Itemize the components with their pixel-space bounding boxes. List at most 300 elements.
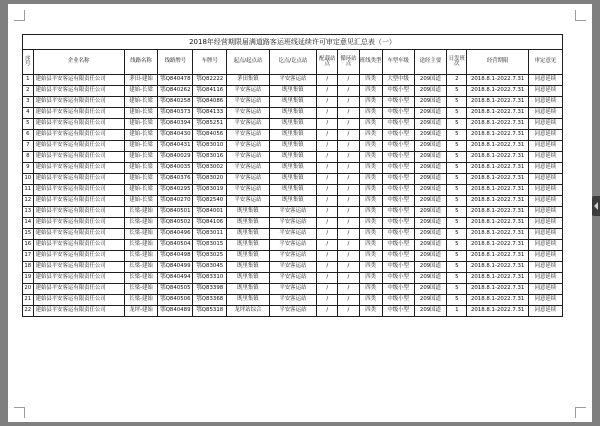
table-cell: 龙坪-建始: [124, 306, 158, 317]
table-cell: 四类: [359, 119, 382, 130]
table-cell: 茅田-建始: [124, 75, 158, 86]
table-cell: /: [317, 163, 338, 174]
table-row: [23, 86, 563, 97]
table-cell: 平安客运站: [227, 108, 269, 119]
table-cell: 建始县平安客运有限责任公司: [33, 130, 124, 141]
table-cell: 长梁-建始: [124, 240, 158, 251]
table-cell: 既里集镇: [227, 284, 269, 295]
table-cell: 中级小型: [382, 207, 414, 218]
table-cell: 同意延续: [528, 174, 562, 185]
table-cell: 建始-长梁: [124, 196, 158, 207]
table-cell: 209国道: [414, 174, 447, 185]
table-cell: /: [317, 97, 338, 108]
table-cell: 同意延续: [528, 119, 562, 130]
table-cell: 建始县平安客运有限责任公司: [33, 108, 124, 119]
table-cell: 四类: [359, 284, 382, 295]
table-cell: 鄂Q840394: [158, 119, 193, 130]
column-header: 起点/起点站: [227, 50, 269, 75]
table-cell: 同意延续: [528, 229, 562, 240]
table-cell: /: [338, 306, 359, 317]
table-cell: 长梁-建始: [124, 295, 158, 306]
table-cell: /: [338, 174, 359, 185]
table-cell: 5: [447, 152, 467, 163]
table-cell: 四类: [359, 262, 382, 273]
table-cell: 既里集镇: [269, 141, 317, 152]
table-cell: 平安客运站: [227, 174, 269, 185]
table-cell: 平安客运站: [269, 262, 317, 273]
table-cell: 四类: [359, 163, 382, 174]
table-cell: 既里集镇: [269, 86, 317, 97]
table-cell: 建始县平安客运有限责任公司: [33, 262, 124, 273]
table-cell: 2018.8.1-2022.7.31: [467, 97, 528, 108]
table-cell: 四类: [359, 196, 382, 207]
table-cell: 2018.8.1-2022.7.31: [467, 229, 528, 240]
column-header: 序号: [23, 50, 34, 75]
table-cell: 2: [447, 75, 467, 86]
table-cell: 鄂Q83398: [193, 284, 227, 295]
table-cell: 209国道: [414, 119, 447, 130]
table-cell: 鄂Q84106: [193, 218, 227, 229]
table-cell: 5: [447, 130, 467, 141]
table-cell: 5: [447, 240, 467, 251]
table-cell: 鄂Q85251: [193, 119, 227, 130]
table-cell: 209国道: [414, 295, 447, 306]
table-cell: 中级小型: [382, 97, 414, 108]
table-cell: 11: [23, 185, 34, 196]
table-cell: 既里集镇: [227, 273, 269, 284]
table-cell: 209国道: [414, 185, 447, 196]
table-cell: 5: [447, 163, 467, 174]
table-cell: 鄂Q83310: [193, 273, 227, 284]
table-cell: 大型中级: [382, 75, 414, 86]
table-cell: 建始-长梁: [124, 97, 158, 108]
table-cell: /: [338, 240, 359, 251]
table-cell: 鄂Q83011: [193, 229, 227, 240]
table-cell: 2018.8.1-2022.7.31: [467, 273, 528, 284]
table-cell: /: [317, 119, 338, 130]
table-cell: 中级小型: [382, 119, 414, 130]
table-cell: 建始-长梁: [124, 108, 158, 119]
table-cell: 既里集镇: [227, 251, 269, 262]
table-cell: 同意延续: [528, 240, 562, 251]
table-cell: 既里集镇: [227, 262, 269, 273]
table-cell: 建始-长梁: [124, 130, 158, 141]
table-cell: 四类: [359, 295, 382, 306]
table-cell: 四类: [359, 185, 382, 196]
table-cell: 2018.8.1-2022.7.31: [467, 130, 528, 141]
table-cell: /: [338, 108, 359, 119]
table-cell: 鄂Q840376: [158, 174, 193, 185]
table-cell: 2018.8.1-2022.7.31: [467, 86, 528, 97]
table-cell: 平安客运站: [269, 306, 317, 317]
table-cell: 鄂Q840502: [158, 218, 193, 229]
table-cell: 鄂Q840499: [158, 262, 193, 273]
table-cell: 中级小型: [382, 284, 414, 295]
table-cell: 同意延续: [528, 108, 562, 119]
table-cell: 四类: [359, 218, 382, 229]
table-cell: 209国道: [414, 207, 447, 218]
table-cell: 建始县平安客运有限责任公司: [33, 240, 124, 251]
table-cell: 2018.8.1-2022.7.31: [467, 141, 528, 152]
table-cell: 2018.8.1-2022.7.31: [467, 174, 528, 185]
table-cell: 鄂Q840501: [158, 207, 193, 218]
table-cell: 209国道: [414, 108, 447, 119]
table-cell: 中级小型: [382, 306, 414, 317]
table-cell: 2018.8.1-2022.7.31: [467, 163, 528, 174]
table-cell: 中级小型: [382, 196, 414, 207]
table-cell: 鄂Q83010: [193, 141, 227, 152]
table-cell: 平安客运站: [227, 152, 269, 163]
table-cell: 鄂Q840430: [158, 130, 193, 141]
table-cell: 既里集镇: [227, 218, 269, 229]
table-cell: 建始县平安客运有限责任公司: [33, 229, 124, 240]
table-cell: /: [338, 262, 359, 273]
table-cell: 6: [23, 130, 34, 141]
table-cell: /: [317, 284, 338, 295]
table-cell: 22: [23, 306, 34, 317]
table-cell: 建始县平安客运有限责任公司: [33, 218, 124, 229]
table-cell: /: [338, 185, 359, 196]
table-cell: 2018.8.1-2022.7.31: [467, 108, 528, 119]
table-cell: 中级小型: [382, 295, 414, 306]
table-cell: /: [317, 295, 338, 306]
table-row: [23, 163, 563, 174]
table-cell: 建始县平安客运有限责任公司: [33, 196, 124, 207]
table-cell: 同意延续: [528, 273, 562, 284]
table-row: [23, 207, 563, 218]
table-cell: 鄂Q83019: [193, 185, 227, 196]
table-cell: 建始县平安客运有限责任公司: [33, 163, 124, 174]
table-cell: 5: [447, 251, 467, 262]
table-row: [23, 119, 563, 130]
table-cell: 四类: [359, 86, 382, 97]
table-cell: 同意延续: [528, 262, 562, 273]
table-cell: 1: [447, 306, 467, 317]
table-cell: 建始-长梁: [124, 163, 158, 174]
table-cell: 5: [447, 174, 467, 185]
table-cell: 鄂Q85318: [193, 306, 227, 317]
table-cell: 2018.8.1-2022.7.31: [467, 284, 528, 295]
table-cell: 5: [447, 262, 467, 273]
table-cell: 建始县平安客运有限责任公司: [33, 97, 124, 108]
table-cell: /: [338, 75, 359, 86]
table-cell: 209国道: [414, 97, 447, 108]
table-cell: /: [338, 207, 359, 218]
table-cell: /: [317, 229, 338, 240]
table-cell: 2018.8.1-2022.7.31: [467, 295, 528, 306]
table-cell: 鄂Q83020: [193, 174, 227, 185]
table-cell: 2018.8.1-2022.7.31: [467, 119, 528, 130]
table-cell: /: [338, 295, 359, 306]
table-cell: 20: [23, 284, 34, 295]
table-cell: 建始县平安客运有限责任公司: [33, 152, 124, 163]
table-cell: 长梁-建始: [124, 251, 158, 262]
table-cell: 209国道: [414, 130, 447, 141]
table-cell: 鄂Q840431: [158, 141, 193, 152]
table-cell: /: [317, 75, 338, 86]
table-cell: 既里集镇: [227, 240, 269, 251]
table-cell: /: [317, 130, 338, 141]
table-cell: 209国道: [414, 196, 447, 207]
table-row: [23, 152, 563, 163]
table-cell: /: [317, 262, 338, 273]
table-cell: 鄂Q840506: [158, 295, 193, 306]
table-cell: 中级小型: [382, 262, 414, 273]
table-row: [23, 185, 563, 196]
table-cell: 2018.8.1-2022.7.31: [467, 196, 528, 207]
table-cell: 12: [23, 196, 34, 207]
table-row: [23, 295, 563, 306]
table-cell: /: [317, 306, 338, 317]
table-cell: 四类: [359, 251, 382, 262]
column-header: 车牌号: [193, 50, 227, 75]
table-cell: /: [338, 119, 359, 130]
table-cell: 10: [23, 174, 34, 185]
table-cell: /: [338, 251, 359, 262]
table-row: [23, 97, 563, 108]
table-cell: 209国道: [414, 251, 447, 262]
table-cell: 17: [23, 251, 34, 262]
table-cell: 中级小型: [382, 163, 414, 174]
table-cell: 鄂Q840035: [158, 163, 193, 174]
table-cell: 鄂Q840295: [158, 185, 193, 196]
table-cell: 既里集镇: [269, 97, 317, 108]
table-cell: 18: [23, 262, 34, 273]
table-cell: 209国道: [414, 141, 447, 152]
table-cell: 建始县平安客运有限责任公司: [33, 174, 124, 185]
table-cell: 四类: [359, 306, 382, 317]
table-cell: 平安客运站: [227, 130, 269, 141]
column-header: 日发班次: [447, 50, 467, 75]
table-cell: 鄂Q84001: [193, 207, 227, 218]
table-cell: /: [338, 273, 359, 284]
table-header-row: [23, 50, 563, 75]
table-row: [23, 229, 563, 240]
table-cell: 四类: [359, 108, 382, 119]
table-cell: 同意延续: [528, 251, 562, 262]
table-cell: 鄂Q84116: [193, 86, 227, 97]
table-cell: 9: [23, 163, 34, 174]
table-cell: 平安客运站: [227, 119, 269, 130]
column-header: 配载站点: [317, 50, 338, 75]
table-cell: 209国道: [414, 262, 447, 273]
table-cell: 中级小型: [382, 141, 414, 152]
table-cell: 5: [23, 119, 34, 130]
table-cell: 既里集镇: [269, 119, 317, 130]
table-cell: 2018.8.1-2022.7.31: [467, 152, 528, 163]
table-row: [23, 284, 563, 295]
table-cell: 平安客运站: [269, 207, 317, 218]
table-cell: 209国道: [414, 284, 447, 295]
table-cell: 中级小型: [382, 86, 414, 97]
table-cell: /: [317, 207, 338, 218]
table-cell: 5: [447, 196, 467, 207]
table-cell: 鄂Q83045: [193, 262, 227, 273]
table-cell: 四类: [359, 75, 382, 86]
table-row: [23, 130, 563, 141]
table-cell: 5: [447, 284, 467, 295]
table-cell: 同意延续: [528, 196, 562, 207]
table-cell: 同意延续: [528, 218, 562, 229]
table-cell: 2018.8.1-2022.7.31: [467, 75, 528, 86]
table-cell: 既里集镇: [269, 163, 317, 174]
table-cell: 鄂Q840504: [158, 240, 193, 251]
table-cell: 四类: [359, 273, 382, 284]
table-cell: 建始-长梁: [124, 152, 158, 163]
table-cell: 同意延续: [528, 284, 562, 295]
table-row: [23, 251, 563, 262]
table-cell: 13: [23, 207, 34, 218]
table-row: [23, 218, 563, 229]
table-cell: 同意延续: [528, 152, 562, 163]
table-cell: 建始县平安客运有限责任公司: [33, 251, 124, 262]
table-cell: 既里集镇: [269, 130, 317, 141]
column-header: 循环站点: [338, 50, 359, 75]
table-cell: 鄂Q83025: [193, 251, 227, 262]
table-cell: 四类: [359, 152, 382, 163]
table-cell: 209国道: [414, 86, 447, 97]
table-cell: 既里集镇: [227, 295, 269, 306]
table-cell: /: [338, 163, 359, 174]
table-cell: /: [338, 141, 359, 152]
table-cell: /: [317, 141, 338, 152]
table-cell: 建始县平安客运有限责任公司: [33, 284, 124, 295]
table-cell: 14: [23, 218, 34, 229]
table-cell: 平安客运站: [227, 185, 269, 196]
table-cell: 5: [447, 97, 467, 108]
table-cell: 1: [23, 75, 34, 86]
table-cell: /: [338, 229, 359, 240]
table-cell: 同意延续: [528, 306, 562, 317]
table-cell: 建始县平安客运有限责任公司: [33, 207, 124, 218]
table-cell: 同意延续: [528, 141, 562, 152]
table-row: [23, 306, 563, 317]
table-cell: 同意延续: [528, 130, 562, 141]
table-cell: 鄂Q83016: [193, 152, 227, 163]
table-cell: 既里集镇: [269, 152, 317, 163]
table-cell: /: [338, 130, 359, 141]
table-cell: 平安客运站: [227, 163, 269, 174]
table-cell: 同意延续: [528, 163, 562, 174]
column-header: 审定意见: [528, 50, 562, 75]
table-cell: 建始县平安客运有限责任公司: [33, 75, 124, 86]
table-cell: 平安客运站: [269, 218, 317, 229]
table-cell: 鄂Q840496: [158, 229, 193, 240]
table-cell: /: [317, 273, 338, 284]
table-cell: 中级小型: [382, 218, 414, 229]
table-cell: 建始县平安客运有限责任公司: [33, 273, 124, 284]
table-cell: 建始-长梁: [124, 141, 158, 152]
table-cell: 建始-长梁: [124, 86, 158, 97]
table-cell: 平安客运站: [269, 229, 317, 240]
table-cell: 2018.8.1-2022.7.31: [467, 251, 528, 262]
table-row: [23, 75, 563, 86]
table-cell: 5: [447, 229, 467, 240]
page-corner-mark: [14, 407, 25, 418]
page-corner-mark: [575, 10, 586, 21]
table-row: [23, 141, 563, 152]
table-cell: 鄂Q840373: [158, 108, 193, 119]
table-cell: 鄂Q840262: [158, 86, 193, 97]
table-cell: 同意延续: [528, 86, 562, 97]
table-cell: 四类: [359, 141, 382, 152]
table-cell: 龙坪站综合: [227, 306, 269, 317]
table-cell: 8: [23, 152, 34, 163]
table-cell: 鄂Q840029: [158, 152, 193, 163]
table-cell: 平安客运站: [269, 240, 317, 251]
table-cell: 209国道: [414, 229, 447, 240]
table-cell: 5: [447, 86, 467, 97]
table-row: [23, 196, 563, 207]
table-cell: 建始-长梁: [124, 174, 158, 185]
table-cell: 鄂Q84086: [193, 97, 227, 108]
table-cell: 四类: [359, 130, 382, 141]
table-cell: /: [338, 218, 359, 229]
table-cell: 建始县平安客运有限责任公司: [33, 295, 124, 306]
table-cell: 长梁-建始: [124, 218, 158, 229]
column-header: 班线类型: [359, 50, 382, 75]
table-cell: 四类: [359, 240, 382, 251]
side-collapse-tab[interactable]: [592, 196, 600, 216]
table-cell: 既里集镇: [269, 174, 317, 185]
table-cell: 建始县平安客运有限责任公司: [33, 86, 124, 97]
table-cell: /: [317, 196, 338, 207]
table-cell: /: [338, 86, 359, 97]
table-cell: 建始县平安客运有限责任公司: [33, 119, 124, 130]
table-cell: 中级小型: [382, 130, 414, 141]
table-cell: 15: [23, 229, 34, 240]
table-cell: 鄂Q840505: [158, 284, 193, 295]
table-cell: 2018.8.1-2022.7.31: [467, 207, 528, 218]
table-cell: /: [317, 185, 338, 196]
column-header: 企业名称: [33, 50, 124, 75]
table-row: [23, 273, 563, 284]
table-cell: 平安客运站: [227, 86, 269, 97]
table-cell: 四类: [359, 174, 382, 185]
table-cell: 209国道: [414, 163, 447, 174]
table-cell: 中级小型: [382, 174, 414, 185]
table-cell: 平安客运站: [269, 251, 317, 262]
table-cell: 既里集镇: [269, 196, 317, 207]
table-cell: /: [338, 97, 359, 108]
table-cell: 鄂Q83015: [193, 240, 227, 251]
table-cell: 建始县平安客运有限责任公司: [33, 185, 124, 196]
table-cell: 中级小型: [382, 185, 414, 196]
table-cell: 鄂Q83002: [193, 163, 227, 174]
table-cell: 16: [23, 240, 34, 251]
table-cell: 鄂Q840270: [158, 196, 193, 207]
table-cell: /: [338, 152, 359, 163]
table-cell: 平安客运站: [269, 295, 317, 306]
table-cell: /: [317, 174, 338, 185]
page-corner-mark: [575, 407, 586, 418]
table-cell: 茅田集镇: [227, 75, 269, 86]
table-cell: 长梁-建始: [124, 284, 158, 295]
table-cell: 鄂Q840494: [158, 273, 193, 284]
table-cell: 平安客运站: [269, 273, 317, 284]
table-cell: 同意延续: [528, 295, 562, 306]
table-cell: 3: [23, 97, 34, 108]
table-row: [23, 262, 563, 273]
table-title: 2018年经营期限届满道路客运班线延续许可审定意见汇总表（一）: [23, 35, 563, 50]
table-cell: 建始-长梁: [124, 185, 158, 196]
table-cell: 鄂Q840258: [158, 97, 193, 108]
table-cell: 既里集镇: [269, 108, 317, 119]
table-cell: 19: [23, 273, 34, 284]
column-header: 途经主要: [414, 50, 447, 75]
table-cell: /: [317, 251, 338, 262]
table-cell: 21: [23, 295, 34, 306]
